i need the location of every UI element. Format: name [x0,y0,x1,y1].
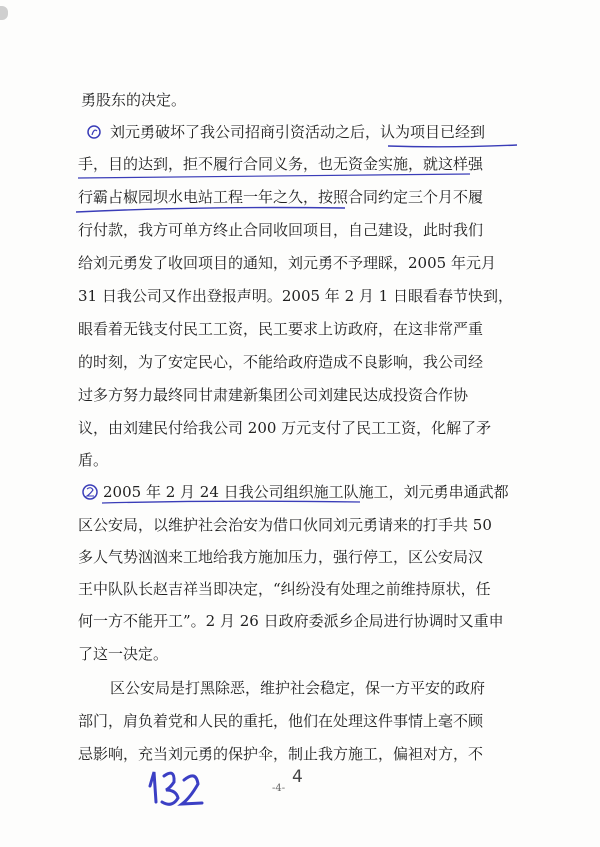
text-line: 眼看着无钱支付民工工资，民工要求上访政府，在这非常严重 [78,320,484,338]
circled-marker-1 [88,126,100,138]
text-line: 王中队队长赵吉祥当即决定，“纠纷没有处理之前维持原状，任 [78,580,491,598]
text-line: 区公安局是打黑除恶，维护社会稳定，保一方平安的政府 [110,679,486,697]
underline-mark [102,501,360,503]
text-line: 行付款，我方可单方终止合同收回项目，自己建设，此时我们 [78,221,484,239]
page-footer: -4- [272,783,286,794]
text-line: 的时刻，为了安定民心，不能给政府造成不良影响，我公司经 [78,353,484,371]
text-line: 盾。 [78,451,109,469]
text-line: 刘元勇破坏了我公司招商引资活动之后，认为项目已经到 [110,123,486,141]
underline-mark [76,208,345,213]
text-line: 过多方努力最终同甘肃建新集团公司刘建民达成投资合作协 [78,386,469,404]
text-line: 何一方不能开工”。2 月 26 日政府委派乡企局进行协调时又重申 [78,612,504,630]
text-line: 2005 年 2 月 24 日我公司组织施工队施工，刘元勇串通武都 [103,483,509,501]
circled-marker-2 [83,485,97,499]
text-line: 部门，肩负着党和人民的重托，他们在处理这件事情上毫不顾 [78,712,484,730]
text-line: 区公安局，以维护社会治安为借口伙同刘元勇请来的打手共 50 [78,516,492,534]
text-line: 勇股东的决定。 [81,91,187,109]
text-line: 给刘元勇发了收回项目的通知，刘元勇不予理睬，2005 年元月 [78,254,496,272]
stamp-number [155,774,209,804]
underline-mark [78,174,470,178]
text-line: 行霸占椒园坝水电站工程一年之久，按照合同约定三个月不履 [78,188,484,206]
text-line: 31 日我公司又作出登报声明。2005 年 2 月 1 日眼看春节快到， [78,287,513,305]
text-line: 忌影响，充当刘元勇的保护伞，制止我方施工，偏袒对方，不 [78,745,484,763]
text-line: 了这一决定。 [78,645,169,663]
underline-mark [388,145,517,147]
text-line: 手，目的达到，拒不履行合同义务，也无资金实施，就这样强 [78,155,484,173]
text-line: 议，由刘建民付给我公司 200 万元支付了民工工资，化解了矛 [78,419,492,437]
handwritten-page-number: 4 [292,767,303,787]
text-line: 多人气势汹汹来工地给我方施加压力，强行停工，区公安局汉 [78,548,484,566]
